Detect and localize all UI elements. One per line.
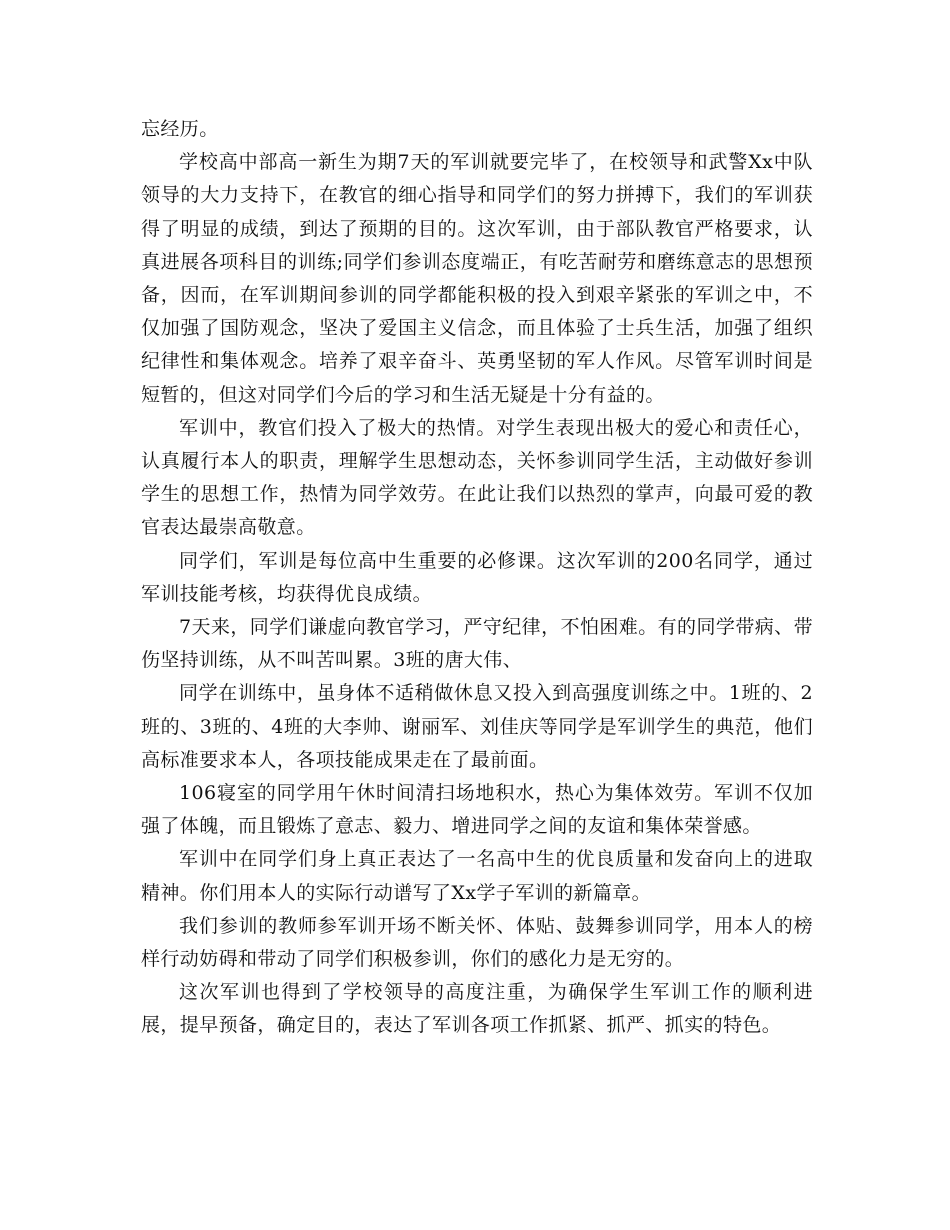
paragraph-dorm-106: 106寝室的同学用午休时间清扫场地积水，热心为集体效劳。军训不仅加强了体魄，而且锻炼了意志、毅力、增进同学之间的友谊和集体荣誉感。 [141, 782, 813, 838]
paragraph-training-summary: 学校高中部高一新生为期7天的军训就要完毕了，在校领导和武警Xx中队领导的大力支持下，在教官的细心指导和同学们的努力拼搏下，我们的军训获得了明显的成绩，到达了预期的目的。这次军训，由于部队教官严格要求，认真进展各项科目的训练;同学们参训态度端正，有吃苦耐劳和磨练意志的思想预备，因而，在军训期间参训的同学都能积极的投入到艰辛紧张的军训之中，不仅加强了国防观念，坚决了爱国主义信念，而且体验了士兵生活，加强了组织纪律性和集体观念。培养了艰辛奋斗、英勇坚韧的军人作风。尽管军训时间是短暂的，但这对同学们今后的学习和生活无疑是十分有益的。 [141, 151, 813, 406]
paragraph-model-students: 同学在训练中，虽身体不适稍做休息又投入到高强度训练之中。1班的、2班的、3班的、4班的大李帅、谢丽军、刘佳庆等同学是军训学生的典范，他们高标准要求本人，各项技能成果走在了最前面。 [141, 682, 813, 771]
paragraph-instructors: 军训中，教官们投入了极大的热情。对学生表现出极大的爱心和责任心，认真履行本人的职责，理解学生思想动态，关怀参训同学生活，主动做好参训学生的思想工作，热情为同学效劳。在此让我们以热烈的掌声，向最可爱的教官表达最崇高敬意。 [141, 416, 813, 539]
paragraph-leadership: 这次军训也得到了学校领导的高度注重，为确保学生军训工作的顺利进展，提早预备，确定目的，表达了军训各项工作抓紧、抓严、抓实的特色。 [141, 981, 813, 1037]
paragraph-continuation: 忘经历。 [141, 118, 219, 140]
paragraph-seven-days: 7天来，同学们谦虚向教官学习，严守纪律，不怕困难。有的同学带病、带伤坚持训练，从不叫苦叫累。3班的唐大伟、 [141, 616, 813, 672]
document-body [141, 113, 813, 1043]
paragraph-spirit: 军训中在同学们身上真正表达了一名高中生的优良质量和发奋向上的进取精神。你们用本人的实际行动谱写了Xx学子军训的新篇章。 [141, 848, 813, 904]
paragraph-teachers: 我们参训的教师参军训开场不断关怀、体贴、鼓舞参训同学，用本人的榜样行动妨碍和带动了同学们积极参训，你们的感化力是无穷的。 [141, 914, 813, 971]
paragraph-assessment: 同学们，军训是每位高中生重要的必修课。这次军训的200名同学，通过军训技能考核，均获得优良成绩。 [141, 549, 813, 605]
